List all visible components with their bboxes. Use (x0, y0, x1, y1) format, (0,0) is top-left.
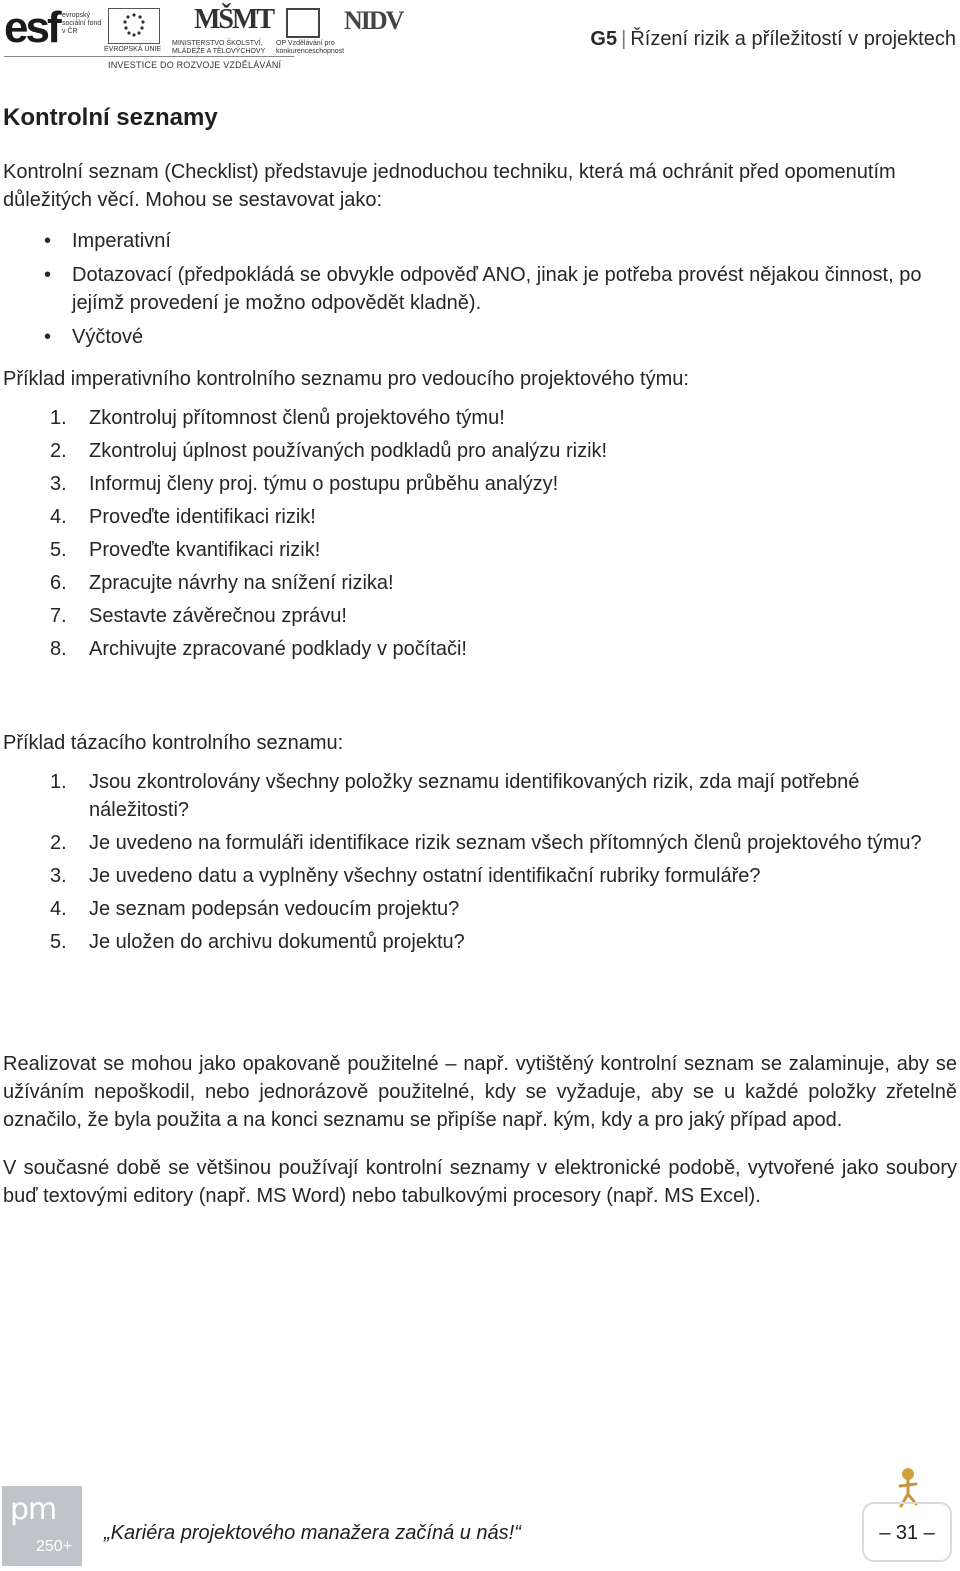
list-item: • Výčtové (0, 323, 932, 351)
checklist-type-list (0, 227, 932, 351)
imperative-heading: Příklad imperativního kontrolního seznamu pro vedoucího projektového týmu: (3, 368, 689, 390)
running-head (590, 28, 956, 51)
esf-logo-caption: evropský sociální fond v ČR (62, 12, 102, 35)
list-item: 3. Informuj členy proj. týmu o postupu průběhu analýzy! (50, 473, 559, 495)
page-footer (0, 1464, 960, 1571)
eu-logo-caption: EVROPSKÁ UNIE (104, 46, 162, 53)
section-title: Kontrolní seznamy (3, 104, 218, 131)
course-code: G5 (590, 28, 618, 50)
list-item: • Imperativní (0, 227, 932, 255)
eu-flag-logo (108, 8, 160, 44)
running-head-separator: | (621, 28, 627, 50)
op-vk-logo (286, 8, 320, 38)
list-item: 3. Je uvedeno datu a vyplněny všechny ostatní identifikační rubriky formuláře? (50, 865, 761, 887)
list-item: 5. Je uložen do archivu dokumentů projektu? (50, 931, 465, 953)
pm-logo-number: 250+ (36, 1538, 73, 1555)
logo-divider (4, 56, 294, 57)
list-item: 4. Proveďte identifikaci rizik! (50, 506, 316, 528)
electronic-paragraph: V současné době se většinou používají kontrolní seznamy v elektronické podobě, vytvořené jako soubory buď textovými editory (např. MS Word) nebo tabulkovými procesory (např. MS Excel). (3, 1157, 957, 1207)
question-checklist (0, 768, 939, 956)
intro-paragraph: Kontrolní seznam (Checklist) představuje jednoduchou techniku, která má ochránit před opomenutím důležitých věcí. Mohou se sestavovat jako: (3, 161, 896, 211)
page-header (0, 0, 960, 78)
msmt-logo-caption: MINISTERSTVO ŠKOLSTVÍ, MLÁDEŽE A TĚLOVÝCHOVY (172, 40, 266, 55)
sponsor-logo-bar (4, 3, 403, 72)
pm250-logo (2, 1486, 82, 1566)
list-item: 5. Proveďte kvantifikaci rizik! (50, 539, 321, 561)
imperative-checklist (0, 404, 939, 663)
list-item: 1. Jsou zkontrolovány všechny položky seznamu identifikovaných rizik, zda mají potřebné náležitosti? (50, 771, 860, 821)
list-item: 1. Zkontroluj přítomnost členů projektového týmu! (50, 407, 505, 429)
list-item: • Dotazovací (předpokládá se obvykle odpověď ANO, jinak je potřeba provést nějakou činnost, po jejímž provedení je možno odpovědět kladně). (0, 261, 932, 317)
course-title: Řízení rizik a příležitostí v projektech (630, 28, 956, 50)
investice-tagline: INVESTICE DO ROZVOJE VZDĚLÁVÁNÍ (108, 60, 282, 70)
op-logo-caption: OP Vzdělávání pro konkurenceschopnost (276, 40, 345, 55)
list-item: 4. Je seznam podepsán vedoucím projektu? (50, 898, 460, 920)
list-item: 8. Archivujte zpracované podklady v počítači! (50, 638, 467, 660)
esf-logo: esf (4, 3, 59, 52)
list-item: 2. Je uvedeno na formuláři identifikace rizik seznam všech přítomných členů projektového týmu? (50, 832, 922, 854)
msmt-logo: MŠMT (194, 4, 274, 35)
pm-logo-text: pm (10, 1492, 57, 1527)
bullet-icon: • (44, 230, 52, 252)
footer-motto: „Kariéra projektového manažera začíná u nás!“ (104, 1522, 521, 1544)
list-item: 7. Sestavte závěrečnou zprávu! (50, 605, 347, 627)
bullet-icon: • (44, 264, 52, 286)
nidv-logo: NIDV (344, 6, 403, 35)
list-item: 6. Zpracujte návrhy na snížení rizika! (50, 572, 394, 594)
list-item: 2. Zkontroluj úplnost používaných podkladů pro analýzu rizik! (50, 440, 608, 462)
eu-stars-icon (109, 9, 159, 43)
page-number: – 31 – (879, 1522, 935, 1544)
bullet-icon: • (44, 326, 52, 348)
reuse-paragraph: Realizovat se mohou jako opakovaně použitelné – např. vytištěný kontrolní seznam se zalaminuje, aby se užíváním nepoškodil, nebo jednorázově použitelné, kdy se vyžaduje, aby se u každé položky zřetelně označilo, že byla použita a na konci seznamu se připíše např. kým, kdy a pro jaký případ apod. (3, 1053, 957, 1131)
question-heading: Příklad tázacího kontrolního seznamu: (3, 732, 344, 754)
